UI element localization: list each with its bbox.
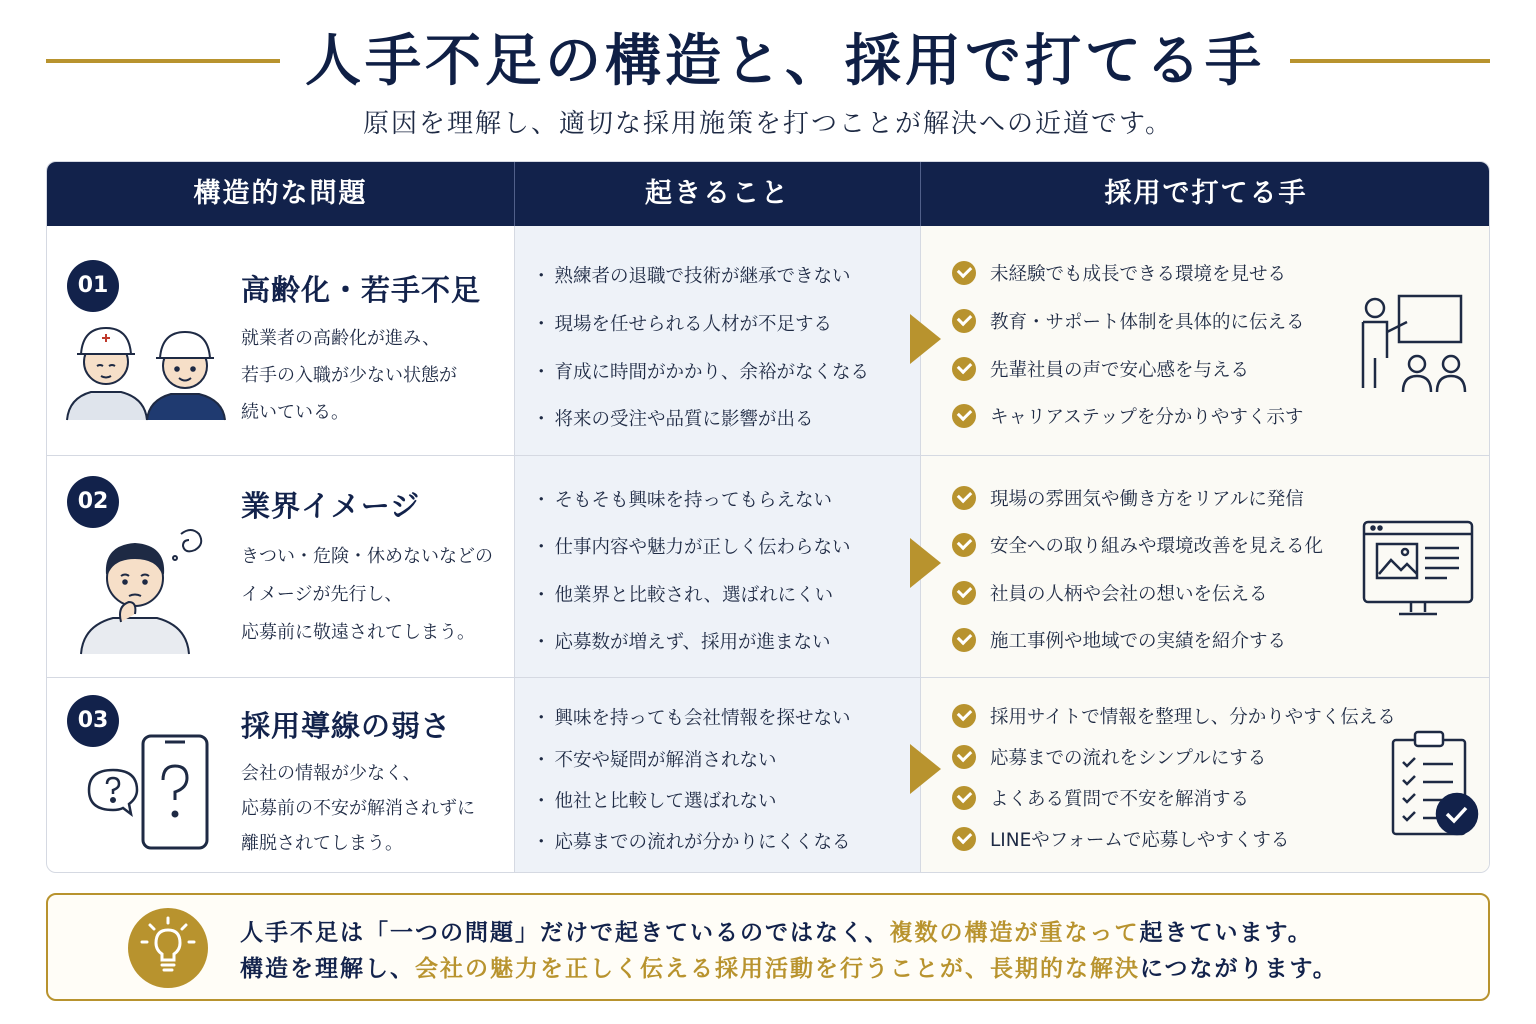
- effect-item: ・ 他業界と比較され、選ばれにくい: [532, 581, 833, 607]
- check-icon: [952, 745, 976, 769]
- action-item: 教育・サポート体制を具体的に伝える: [952, 308, 1305, 335]
- action-item: 先輩社員の声で安心感を与える: [952, 356, 1249, 383]
- check-icon: [952, 581, 976, 605]
- row-number-badge: 02: [67, 476, 119, 528]
- check-icon: [952, 261, 976, 285]
- action-item: 安全への取り組みや環境改善を見える化: [952, 532, 1323, 559]
- effect-item: ・ 応募数が増えず、採用が進まない: [532, 628, 831, 654]
- arrow-right-icon: [910, 538, 941, 588]
- effect-item: ・ 他社と比較して選ばれない: [532, 787, 777, 813]
- row-title: 採用導線の弱さ: [241, 709, 452, 743]
- title-divider-left: [46, 59, 280, 63]
- summary-text: [240, 915, 1338, 987]
- worried-person-icon: [77, 518, 207, 656]
- table-row: [47, 455, 1490, 677]
- check-icon: [952, 357, 976, 381]
- arrow-right-icon: [910, 314, 941, 364]
- effect-item: ・ 熟練者の退職で技術が継承できない: [532, 262, 851, 288]
- effect-item: ・ 不安や疑問が解消されない: [532, 746, 777, 772]
- header-structural-problem: 構造的な問題: [193, 178, 368, 209]
- action-item: 未経験でも成長できる環境を見せる: [952, 260, 1286, 287]
- summary-line-1: 人手不足は「一つの問題」だけで起きているのではなく、複数の構造が重なって起きています。: [240, 920, 1313, 946]
- row-description: きつい・危険・休めないなどの イメージが先行し、 応募前に敬遠されてしまう。: [241, 546, 493, 643]
- header-what-happens: 起きること: [514, 162, 920, 226]
- smartphone-question-icon: [87, 734, 211, 852]
- row-description: 就業者の高齢化が進み、 若手の入職が少ない状態が 続いている。: [241, 328, 457, 423]
- summary-box: [46, 893, 1490, 1001]
- effect-item: ・ 仕事内容や魅力が正しく伝わらない: [532, 533, 851, 559]
- table-header: [47, 162, 1489, 226]
- action-item: LINEやフォームで応募しやすくする: [952, 826, 1289, 853]
- page-title: 人手不足の構造と、採用で打てる手: [305, 29, 1265, 94]
- structure-table: [46, 161, 1490, 873]
- lightbulb-glyph: [128, 908, 208, 988]
- check-icon: [952, 533, 976, 557]
- check-icon: [952, 827, 976, 851]
- title-divider-right: [1290, 59, 1490, 63]
- effect-item: ・ 将来の受注や品質に影響が出る: [532, 405, 814, 431]
- monitor-icon: [1361, 518, 1475, 618]
- check-icon: [952, 404, 976, 428]
- instructor-board-icon: [1355, 292, 1475, 402]
- row-number-badge: 01: [67, 260, 119, 312]
- effect-item: ・ 現場を任せられる人材が不足する: [532, 310, 832, 336]
- row-title: 業界イメージ: [241, 489, 421, 523]
- check-icon: [952, 786, 976, 810]
- two-workers-with-helmets-icon: [61, 314, 231, 424]
- check-icon: [952, 486, 976, 510]
- row-title: 高齢化・若手不足: [241, 273, 482, 307]
- action-item: 現場の雰囲気や働き方をリアルに発信: [952, 485, 1304, 512]
- check-icon: [952, 628, 976, 652]
- page-subtitle: 原因を理解し、適切な採用施策を打つことが解決への近道です。: [363, 109, 1173, 139]
- check-icon: [952, 309, 976, 333]
- action-item: よくある質問で不安を解消する: [952, 785, 1249, 812]
- action-item: 施工事例や地域での実績を紹介する: [952, 627, 1286, 654]
- action-item: 応募までの流れをシンプルにする: [952, 744, 1266, 771]
- header-recruit-actions: 採用で打てる手: [920, 162, 1490, 226]
- action-item: 採用サイトで情報を整理し、分かりやすく伝える: [952, 703, 1396, 730]
- table-row: [47, 677, 1490, 873]
- effect-item: ・ 興味を持っても会社情報を探せない: [532, 704, 851, 730]
- title-row: [0, 22, 1536, 102]
- check-icon: [952, 704, 976, 728]
- row-description: 会社の情報が少なく、 応募前の不安が解消されずに 離脱されてしまう。: [241, 763, 475, 854]
- effect-item: ・ そもそも興味を持ってもらえない: [532, 486, 832, 512]
- effect-item: ・ 応募までの流れが分かりにくくなる: [532, 828, 851, 854]
- lightbulb-icon: [128, 908, 208, 988]
- table-row: [47, 226, 1490, 455]
- arrow-right-icon: [910, 744, 941, 794]
- clipboard-check-icon: [1391, 728, 1483, 840]
- effect-item: ・ 育成に時間がかかり、余裕がなくなる: [532, 358, 869, 384]
- row-number-badge: 03: [67, 695, 119, 747]
- summary-line-2: 構造を理解し、会社の魅力を正しく伝える採用活動を行うことが、長期的な解決につながります。: [240, 956, 1338, 982]
- action-item: 社員の人柄や会社の想いを伝える: [952, 580, 1268, 607]
- action-item: キャリアステップを分かりやすく示す: [952, 403, 1303, 430]
